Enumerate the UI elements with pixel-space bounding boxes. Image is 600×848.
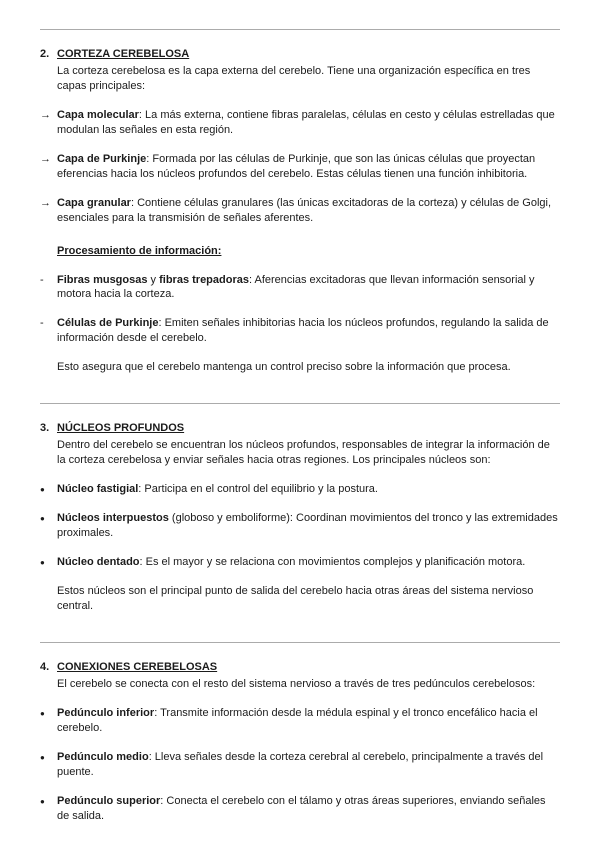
list-item-text: Pedúnculo superior: Conecta el cerebelo con el tálamo y otras áreas superiores, enviando señales de salida. (57, 794, 546, 822)
closing-paragraph: Esto asegura que el cerebelo mantenga un control preciso sobre la información que procesa. (57, 361, 511, 374)
section-title: NÚCLEOS PROFUNDOS (57, 422, 185, 435)
list-item-text: Fibras musgosas y fibras trepadoras: Aferencias excitadoras que llevan información sensorial y motora hacia la corteza. (57, 273, 535, 301)
list-item (40, 706, 560, 736)
section-conexiones-cerebelosas (40, 660, 560, 824)
section-number: 3. (40, 422, 50, 435)
list-item-text: Capa molecular: La más externa, contiene fibras paralelas, células en cesto y células estrelladas que modulan las señales en esta región. (57, 108, 555, 136)
section-heading (40, 421, 560, 436)
section-number: 4. (40, 660, 50, 673)
horizontal-divider (40, 29, 560, 30)
dot-bullet-icon: ● (40, 558, 45, 568)
dot-bullet-icon: ● (40, 485, 45, 495)
list-item-text: Núcleo fastigial: Participa en el control del equilibrio y la postura. (57, 483, 378, 496)
section-heading (40, 660, 560, 675)
list-item (40, 108, 560, 138)
subsection-heading: Procesamiento de información: (57, 244, 222, 257)
horizontal-divider (40, 642, 560, 643)
section-intro: La corteza cerebelosa es la capa externa del cerebelo. Tiene una organización específica en tres capas principales: (57, 64, 531, 92)
section-heading (40, 47, 560, 62)
dot-bullet-icon: ● (40, 708, 45, 718)
list-item (40, 196, 560, 226)
section-number: 2. (40, 48, 50, 60)
list-item-text: Núcleos interpuestos (globoso y emboliforme): Coordinan movimientos del tronco y las extremidades proximales. (57, 512, 558, 540)
dot-bullet-icon: ● (40, 514, 45, 524)
dash-bullet-icon: - (40, 273, 44, 286)
section-intro: Dentro del cerebelo se encuentran los núcleos profundos, responsables de integrar la información de la corteza cerebelosa y enviar señales hacia otras regiones. Los principales núcleos son: (57, 439, 550, 467)
section-title: CORTEZA CEREBELOSA (57, 48, 190, 60)
list-item (40, 316, 560, 346)
horizontal-divider (40, 403, 560, 404)
dot-bullet-icon: ● (40, 796, 45, 806)
section-nucleos-profundos (40, 421, 560, 614)
dash-bullet-icon: - (40, 317, 44, 330)
dot-bullet-icon: ● (40, 752, 45, 762)
list-item (40, 794, 560, 824)
section-title: CONEXIONES CEREBELOSAS (57, 660, 218, 673)
list-item-text: Capa granular: Contiene células granulares (las únicas excitadoras de la corteza) y células de Golgi, esenciales para la transmisión de señales aferentes. (57, 196, 552, 224)
list-item-text: Capa de Purkinje: Formada por las células de Purkinje, que son las únicas células que proyectan eferencias hacia los núcleos profundos del cerebelo. Estas células tienen una función inhibitoria. (57, 152, 536, 180)
list-item (40, 152, 560, 182)
list-item-text: Pedúnculo inferior: Transmite información desde la médula espinal y el tronco encefálico hacia el cerebelo. (57, 706, 538, 734)
list-item (40, 555, 560, 570)
list-item (40, 511, 560, 541)
list-item (40, 273, 560, 303)
arrow-bullet-icon: → (40, 108, 51, 121)
list-item-text: Pedúnculo medio: Lleva señales desde la corteza cerebral al cerebelo, principalmente a través del puente. (57, 750, 544, 778)
list-item-text: Células de Purkinje: Emiten señales inhibitorias hacia los núcleos profundos, regulando la salida de información desde el cerebelo. (57, 317, 549, 345)
arrow-bullet-icon: → (40, 152, 51, 165)
arrow-bullet-icon: → (40, 196, 51, 209)
section-intro: El cerebelo se conecta con el resto del sistema nervioso a través de tres pedúnculos cerebelosos: (57, 677, 536, 690)
list-item-text: Núcleo dentado: Es el mayor y se relaciona con movimientos complejos y planificación motora. (57, 556, 526, 569)
section-corteza-cerebelosa (40, 47, 560, 375)
list-item (40, 750, 560, 780)
closing-paragraph: Estos núcleos son el principal punto de salida del cerebelo hacia otras áreas del sistema nervioso central. (57, 585, 534, 613)
list-item (40, 482, 560, 497)
